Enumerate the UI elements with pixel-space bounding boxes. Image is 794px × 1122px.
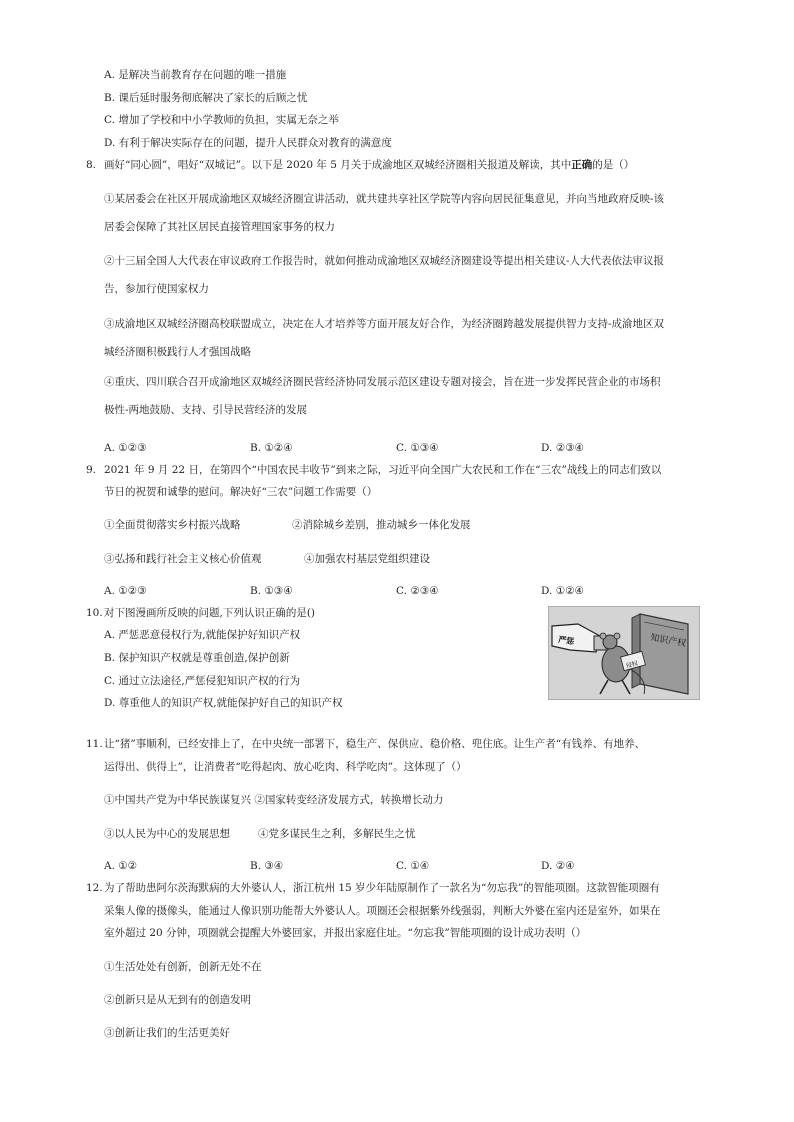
q8-item-1-line1: ①某居委会在社区开展成渝地区双城经济圈宣讲活动，就共建共享社区学院等内容向居民征集意见，并向当地政府反映-该 (104, 193, 665, 205)
q10-option-b: B. 保护知识产权就是尊重创造,保护创新 (104, 652, 290, 664)
q8-option-a: A. ①②③ (104, 442, 147, 454)
q9-item-2: ②消除城乡差别，推动城乡一体化发展 (292, 519, 471, 531)
q12-stem-line2: 采集人像的摄像头，能通过人像识别功能帮大外婆认人。项圈还会根据紫外线强弱，判断大外婆在室内还是室外，如果在 (104, 905, 661, 917)
q8-item-1-line2: 居委会保障了其社区居民直接管理国家事务的权力 (104, 221, 335, 233)
q11-item-4: ④党多谋民生之利，多解民生之忧 (258, 828, 416, 840)
q7-option-b: B. 课后延时服务彻底解决了家长的后顾之忧 (104, 92, 308, 104)
q11-items-row1: ①中国共产党为中华民族谋复兴 ②国家转变经济发展方式，转换增长动力 (104, 794, 444, 806)
cartoon-hammer-text: 严惩 (557, 634, 575, 647)
q10-option-d: D. 尊重他人的知识产权,就能保护好自己的知识产权 (104, 697, 343, 709)
q8-item-3-line1: ③成渝地区双城经济圈高校联盟成立，决定在人才培养等方面开展友好合作，为经济圈跨越发展提供智力支持-成渝地区双 (104, 318, 665, 330)
q11-stem-line1: 让“猪”事顺利，已经安排上了，在中央统一部署下，稳生产、保供应、稳价格、兜住底。让生产者“有钱养、有地养、 (104, 738, 646, 750)
q8-item-4-line1: ④重庆、四川联合召开成渝地区双城经济圈民营经济协同发展示范区建设专题对接会，旨在进一步发挥民营企业的市场积 (104, 376, 661, 388)
cartoon-tag-text: 侵权 (625, 659, 639, 670)
q11-number: 11. (86, 738, 103, 750)
q11-stem-line2: 运得出、供得上”，让消费者“吃得起肉、放心吃肉、科学吃肉”。这体现了（） (104, 761, 467, 773)
q8-option-d: D. ②③④ (541, 442, 584, 454)
q11-option-c: C. ①④ (396, 860, 430, 872)
q7-option-c: C. 增加了学校和中小学教师的负担，实属无奈之举 (104, 114, 339, 126)
q8-stem-emphasis: 正确 (571, 159, 593, 171)
q8-stem (104, 158, 634, 172)
q8-stem-text: 画好“同心圆”，唱好“双城记”。以下是 2020 年 5 月关于成渝地区双城经济圈相关报道及解读，其中 (104, 159, 572, 171)
q9-stem-line1: 2021 年 9 月 22 日，在第四个“中国农民丰收节”到来之际，习近平向全国广大农民和工作在“三农”战线上的同志们致以 (104, 464, 662, 476)
q12-item-2: ②创新只是从无到有的创造发明 (104, 994, 251, 1006)
q8-option-b: B. ①②④ (250, 442, 293, 454)
q10-option-a: A. 严惩恶意侵权行为,就能保护好知识产权 (104, 629, 301, 641)
q10-stem: 对下图漫画所反映的问题,下列认识正确的是() (104, 607, 316, 619)
q12-stem-line1: 为了帮助患阿尔茨海默病的大外婆认人，浙江杭州 15 岁少年陆原制作了一款名为“勿忘我”的智能项圈。这款智能项圈有 (104, 882, 660, 894)
q9-option-d: D. ①②④ (541, 585, 584, 597)
q8-item-2-line2: 告，参加行使国家权力 (104, 283, 209, 295)
q11-option-b: B. ③④ (250, 860, 284, 872)
q12-item-3: ③创新让我们的生活更美好 (104, 1027, 230, 1039)
q8-item-2-line1: ②十三届全国人大代表在审议政府工作报告时，就如何推动成渝地区双城经济圈建设等提出相关建议-人大代表依法审议报 (104, 255, 665, 267)
q10-number: 10. (86, 607, 103, 619)
q11-item-3: ③以人民为中心的发展思想 (104, 828, 230, 840)
q9-stem-line2: 节日的祝贺和诚挚的慰问。解决好“三农”问题工作需要（） (104, 486, 378, 498)
q11-option-a: A. ①② (104, 860, 138, 872)
q11-option-d: D. ②④ (541, 860, 575, 872)
q8-stem-end: 的是（） (592, 159, 635, 171)
q9-option-a: A. ①②③ (104, 585, 147, 597)
q9-item-4: ④加强农村基层党组织建设 (304, 553, 430, 565)
q12-stem-line3: 室外超过 20 分钟，项圈就会提醒大外婆回家，并报出家庭住址。“勿忘我”智能项圈的设计成功表明（） (104, 927, 587, 939)
q9-option-c: C. ②③④ (396, 585, 439, 597)
cartoon-book-title: 知识产权 (649, 633, 687, 650)
q9-option-b: B. ①③④ (250, 585, 293, 597)
q10-cartoon-image (548, 606, 700, 700)
q7-option-a: A. 是解决当前教育存在问题的唯一措施 (104, 69, 287, 81)
q7-option-d: D. 有利于解决实际存在的问题，提升人民群众对教育的满意度 (104, 137, 392, 149)
q8-option-c: C. ①③④ (396, 442, 439, 454)
q9-item-1: ①全面贯彻落实乡村振兴战略 (104, 519, 241, 531)
q8-item-4-line2: 极性-两地鼓励、支持、引导民营经济的发展 (104, 404, 308, 416)
q8-item-3-line2: 城经济圈积极践行人才强国战略 (104, 346, 251, 358)
q12-item-1: ①生活处处有创新，创新无处不在 (104, 961, 262, 973)
q9-item-3: ③弘扬和践行社会主义核心价值观 (104, 553, 262, 565)
q9-number: 9. (86, 464, 97, 476)
q10-option-c: C. 通过立法途径,严惩侵犯知识产权的行为 (104, 675, 301, 687)
q8-number: 8. (86, 159, 97, 171)
q12-number: 12. (86, 882, 103, 894)
